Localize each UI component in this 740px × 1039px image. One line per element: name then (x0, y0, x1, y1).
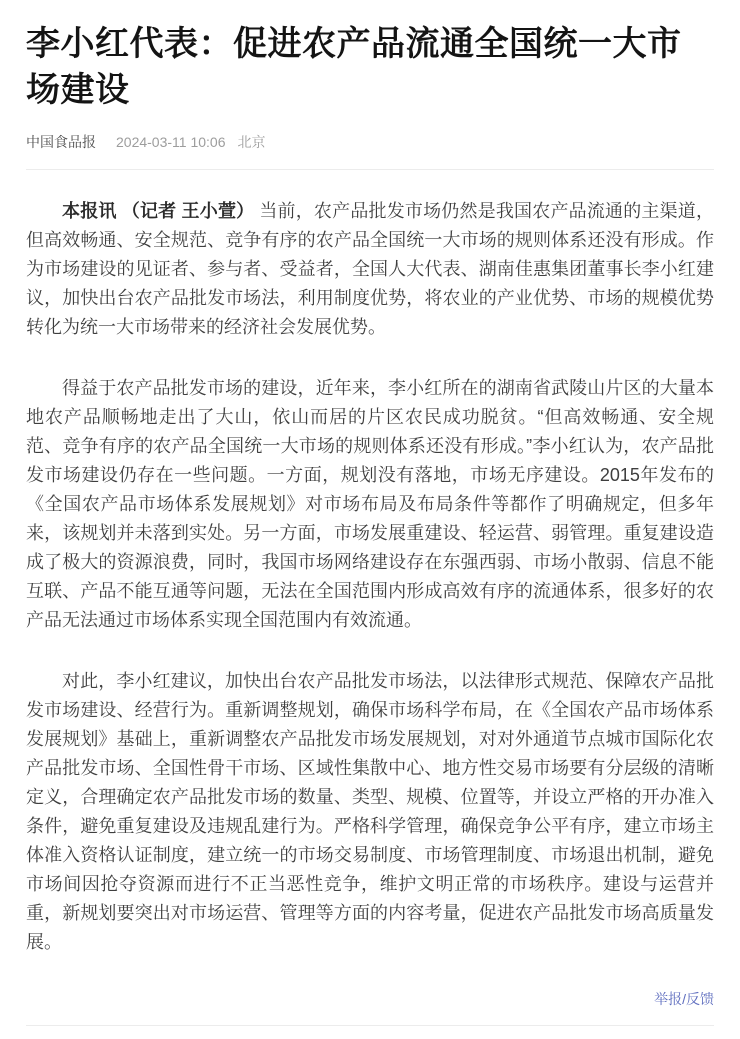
report-feedback-link[interactable]: 举报/反馈 (654, 991, 714, 1007)
article-footer (26, 989, 714, 1009)
paragraph-text: 对此，李小红建议，加快出台农产品批发市场法，以法律形式规范、保障农产品批发市场建设、经营行为。重新调整规划，确保市场科学布局，在《全国农产品市场体系发展规划》基础上，重新调整农产品批发市场发展规划，对对外通道节点城市国际化农产品批发市场、全国性骨干市场、区域性集散中心、地方性交易市场要有分层级的清晰定义，合理确定农产品批发市场的数量、类型、规模、位置等，并设立严格的开办准入条件，避免重复建设及违规乱建行为。严格科学管理，确保竞争公平有序，建立市场主体准入资格认证制度，建立统一的市场交易制度、市场管理制度、市场退出机制，避免市场间因抢夺资源而进行不正当恶性竞争，维护文明正常的市场秩序。建设与运营并重，新规划要突出对市场运营、管理等方面的内容考量，促进农产品批发市场高质量发展。 (26, 671, 714, 952)
article-paragraph (26, 667, 714, 957)
publish-location: 北京 (237, 134, 266, 150)
bottom-divider (26, 1025, 714, 1026)
article-title: 李小红代表：促进农产品流通全国统一大市场建设 (26, 25, 682, 109)
publish-datetime: 2024-03-11 10:06 (116, 134, 226, 150)
source-name: 中国食品报 (26, 134, 96, 150)
article-body (26, 170, 714, 957)
article-meta (26, 132, 714, 152)
article-paragraph (26, 197, 714, 342)
paragraph-text: 当前，农产品批发市场仍然是我国农产品流通的主渠道，但高效畅通、安全规范、竞争有序的农产品全国统一大市场的规则体系还没有形成。作为市场建设的见证者、参与者、受益者，全国人大代表、湖南佳惠集团董事长李小红建议，加快出台农产品批发市场法，利用制度优势，将农业的产业优势、市场的规模优势转化为统一大市场带来的经济社会发展优势。 (26, 201, 714, 337)
paragraph-text: 得益于农产品批发市场的建设，近年来，李小红所在的湖南省武陵山片区的大量本地农产品顺畅地走出了大山，依山而居的片区农民成功脱贫。“但高效畅通、安全规范、竞争有序的农产品全国统一大市场的规则体系还没有形成。”李小红认为，农产品批发市场建设仍存在一些问题。一方面，规划没有落地，市场无序建设。2015年发布的《全国农产品市场体系发展规划》对市场布局及布局条件等都作了明确规定，但多年来，该规划并未落到实处。另一方面，市场发展重建设、轻运营、弱管理。重复建设造成了极大的资源浪费，同时，我国市场网络建设存在东强西弱、市场小散弱、信息不能互联、产品不能互通等问题，无法在全国范围内形成高效有序的流通体系，很多好的农产品无法通过市场体系实现全国范围内有效流通。 (26, 378, 714, 630)
article-paragraph (26, 374, 714, 635)
paragraph-lead: 本报讯 （记者 王小萱） (62, 201, 255, 221)
